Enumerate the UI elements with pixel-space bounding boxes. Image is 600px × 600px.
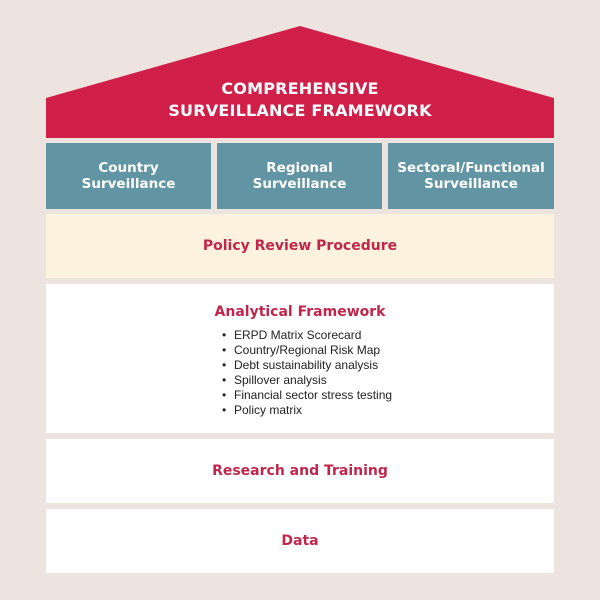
pillar-regional-surveillance: [217, 143, 382, 209]
pillar-sectoral-functional-surveillance: [388, 143, 554, 209]
roof: [46, 26, 554, 138]
pillar-label-line2: Surveillance: [424, 176, 518, 192]
pillar-label-line1: Sectoral/Functional: [397, 160, 545, 176]
framework-title-line2: SURVEILLANCE FRAMEWORK: [168, 101, 432, 120]
pillar-label-line2: Surveillance: [252, 176, 347, 192]
analytical-framework-list: [222, 328, 392, 418]
analytical-framework-title: Analytical Framework: [214, 304, 386, 320]
pillar-label-line2: Surveillance: [81, 176, 176, 192]
list-item: • Country/Regional Risk Map: [222, 343, 392, 358]
research-training-band: [46, 439, 554, 503]
framework-title: [46, 78, 554, 122]
data-band: [46, 509, 554, 573]
research-training-label: Research and Training: [212, 463, 388, 479]
framework-title-line1: COMPREHENSIVE: [221, 79, 379, 98]
data-label: Data: [281, 533, 319, 549]
policy-review-band: [46, 214, 554, 278]
list-item: • Spillover analysis: [222, 373, 392, 388]
list-item: • Debt sustainability analysis: [222, 358, 392, 373]
policy-review-label: Policy Review Procedure: [202, 238, 398, 254]
analytical-framework-band: [46, 284, 554, 433]
pillar-label-line1: Country: [98, 160, 159, 176]
pillar-country-surveillance: [46, 143, 211, 209]
list-item: • Financial sector stress testing: [222, 388, 392, 403]
pillar-label-line1: Regional: [266, 160, 333, 176]
list-item: • ERPD Matrix Scorecard: [222, 328, 392, 343]
list-item: • Policy matrix: [222, 403, 392, 418]
